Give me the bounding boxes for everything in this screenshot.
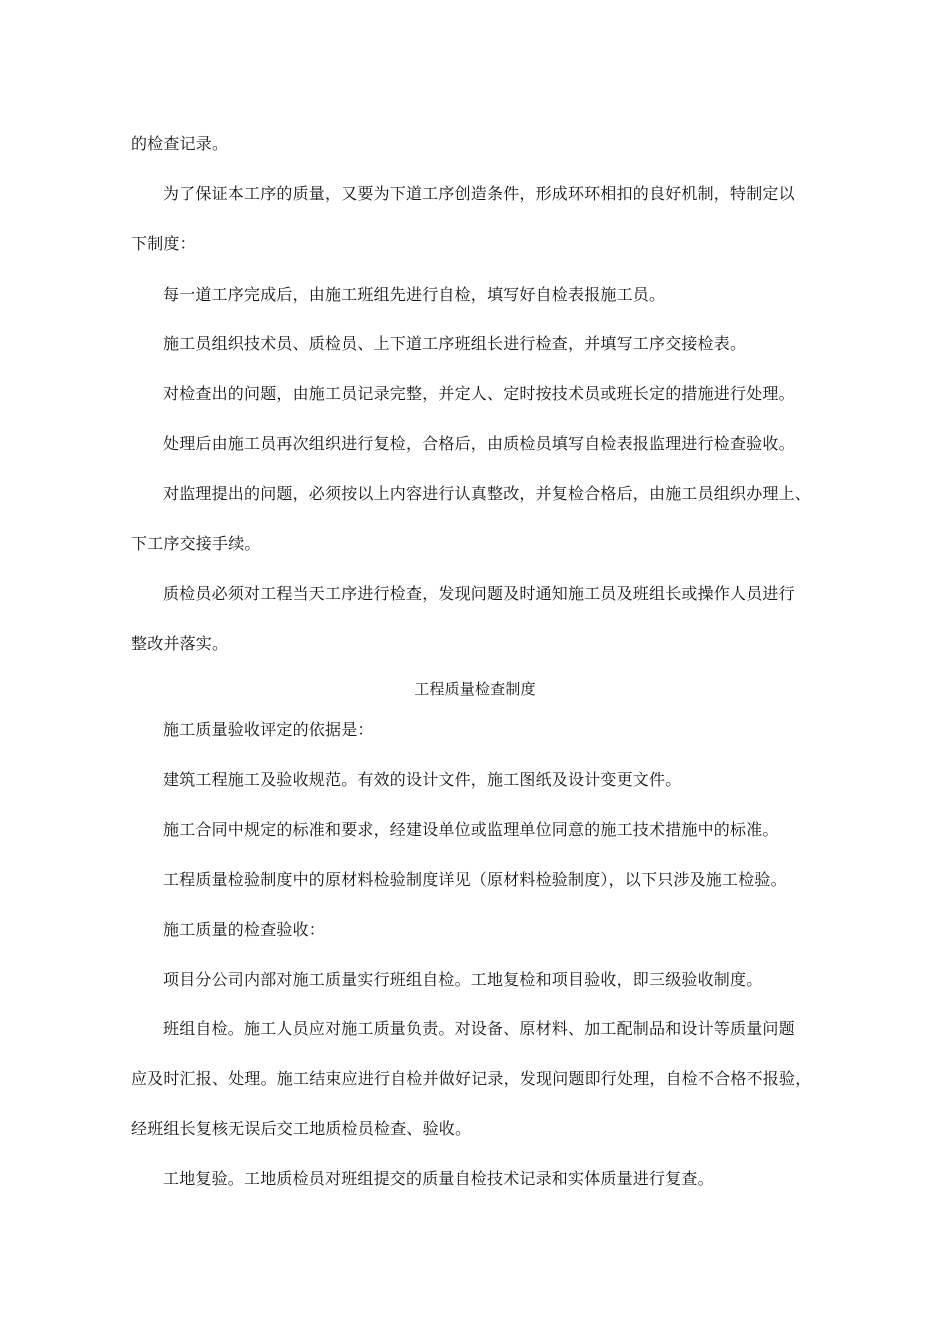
section-heading: 工程质量检查制度	[414, 680, 536, 698]
paragraph-line: 下制度：	[131, 234, 196, 253]
paragraph-line: 对监理提出的问题，必须按以上内容进行认真整改，并复检合格后，由施工员组织办理上、	[163, 484, 812, 503]
paragraph-line: 为了保证本工序的质量，又要为下道工序创造条件，形成环环相扣的良好机制，特制定以	[163, 184, 795, 203]
paragraph-line: 班组自检。施工人员应对施工质量负责。对设备、原材料、加工配制品和设计等质量问题	[163, 1019, 795, 1038]
paragraph-line: 应及时汇报、处理。施工结束应进行自检并做好记录，发现问题即行处理，自检不合格不报验，	[131, 1069, 812, 1088]
paragraph-line: 每一道工序完成后，由施工班组先进行自检，填写好自检表报施工员。	[163, 285, 666, 304]
paragraph-line: 施工质量的检查验收：	[163, 920, 326, 939]
paragraph-line: 施工员组织技术员、质检员、上下道工序班组长进行检查，并填写工序交接检表。	[163, 334, 747, 353]
paragraph-line: 施工质量验收评定的依据是：	[163, 720, 374, 739]
paragraph-line: 建筑工程施工及验收规范。有效的设计文件，施工图纸及设计变更文件。	[163, 770, 682, 789]
paragraph-line: 对检查出的问题，由施工员记录完整，并定人、定时按技术员或班长定的措施进行处理。	[163, 384, 795, 403]
paragraph-line: 项目分公司内部对施工质量实行班组自检。工地复检和项目验收，即三级验收制度。	[163, 970, 763, 989]
paragraph-line: 经班组长复核无误后交工地质检员检查、验收。	[131, 1119, 472, 1138]
paragraph-line: 处理后由施工员再次组织进行复检，合格后，由质检员填写自检表报监理进行检查验收。	[163, 434, 795, 453]
paragraph-line: 整改并落实。	[131, 634, 229, 653]
paragraph-line: 施工合同中规定的标准和要求，经建设单位或监理单位同意的施工技术措施中的标准。	[163, 820, 779, 839]
paragraph-line: 工程质量检验制度中的原材料检验制度详见（原材料检验制度），以下只涉及施工检验。	[163, 870, 787, 889]
paragraph-line: 工地复验。工地质检员对班组提交的质量自检技术记录和实体质量进行复查。	[163, 1169, 714, 1188]
paragraph-line: 的检查记录。	[131, 134, 229, 153]
paragraph-line: 下工序交接手续。	[131, 534, 261, 553]
paragraph-line: 质检员必须对工程当天工序进行检查，发现问题及时通知施工员及班组长或操作人员进行	[163, 584, 795, 603]
